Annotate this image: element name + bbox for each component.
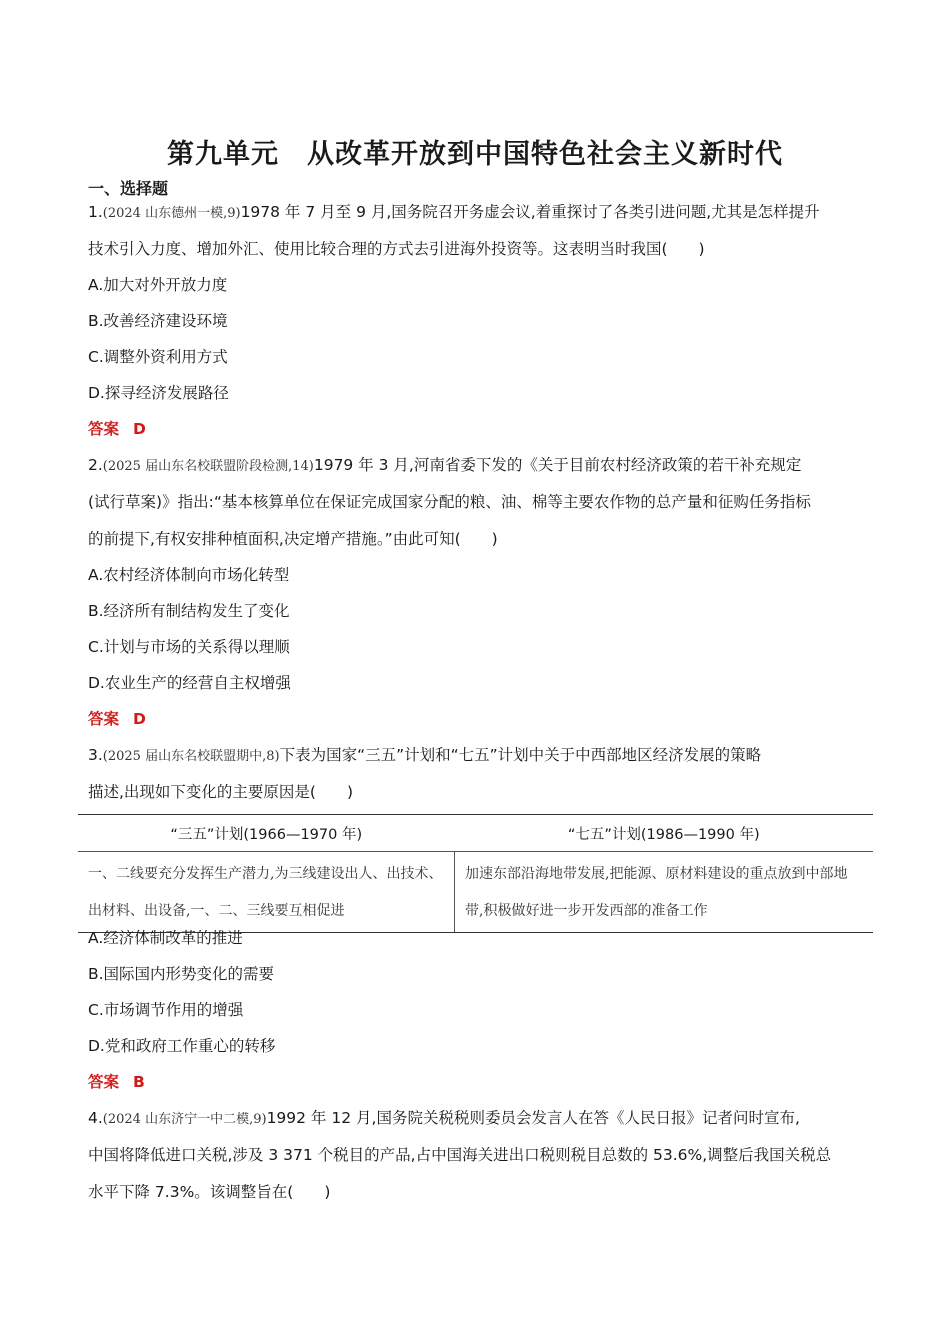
option-a: A.加大对外开放力度 — [88, 276, 228, 294]
option-d: D.探寻经济发展路径 — [88, 384, 229, 402]
answer-label: 答案 — [88, 420, 120, 438]
question-number: 2. — [88, 456, 103, 474]
question-4-stem-line-3: 水平下降 7.3%。该调整旨在( ) — [88, 1183, 331, 1201]
option-b: B.经济所有制结构发生了变化 — [88, 602, 290, 620]
answer-value: D — [133, 420, 146, 438]
question-stem: 1978 年 7 月至 9 月,国务院召开务虚会议,着重探讨了各类引进问题,尤其是怎样提升 — [240, 203, 820, 221]
answer-label: 答案 — [88, 1073, 120, 1091]
option-a: A.经济体制改革的推进 — [88, 929, 243, 947]
question-4-stem-line-2: 中国将降低进口关税,涉及 3 371 个税目的产品,占中国海关进出口税则税目总数的 53.6%,调整后我国关税总 — [88, 1146, 832, 1164]
question-number: 1. — [88, 203, 103, 221]
question-3-stem-line-1 — [88, 743, 761, 769]
question-2-stem-line-1 — [88, 453, 801, 479]
answer-1 — [88, 417, 146, 441]
answer-label: 答案 — [88, 710, 120, 728]
question-1-stem-line-1 — [88, 200, 820, 226]
option-c: C.计划与市场的关系得以理顺 — [88, 638, 290, 656]
question-4-stem-line-1 — [88, 1106, 800, 1132]
table-header-row — [78, 815, 873, 852]
table-header-cell: “七五”计划(1986—1990 年) — [455, 815, 874, 852]
question-stem: 下表为国家“三五”计划和“七五”计划中关于中西部地区经济发展的策略 — [279, 746, 762, 764]
page-title: 第九单元 从改革开放到中国特色社会主义新时代 — [167, 139, 783, 170]
answer-3 — [88, 1070, 145, 1094]
question-number: 4. — [88, 1109, 103, 1127]
option-d: D.党和政府工作重心的转移 — [88, 1037, 276, 1055]
table-cell: 一、二线要充分发挥生产潜力,为三线建设出人、出技术、出材料、出设备,一、二、三线要互相促进 — [78, 852, 455, 933]
question-source: (2024 山东济宁一中二模,9) — [102, 1112, 267, 1127]
answer-value: B — [133, 1073, 145, 1091]
question-stem: 1979 年 3 月,河南省委下发的《关于目前农村经济政策的若干补充规定 — [313, 456, 802, 474]
section-heading: 一、选择题 — [88, 179, 169, 198]
option-c: C.调整外资利用方式 — [88, 348, 228, 366]
answer-2 — [88, 707, 146, 731]
option-a: A.农村经济体制向市场化转型 — [88, 566, 290, 584]
question-1-stem-line-2: 技术引入力度、增加外汇、使用比较合理的方式去引进海外投资等。这表明当时我国( ) — [88, 240, 705, 258]
question-2-stem-line-3: 的前提下,有权安排种植面积,决定增产措施。”由此可知( ) — [88, 530, 498, 548]
table-header-cell: “三五”计划(1966—1970 年) — [78, 815, 455, 852]
option-b: B.改善经济建设环境 — [88, 312, 228, 330]
answer-value: D — [133, 710, 146, 728]
option-c: C.市场调节作用的增强 — [88, 1001, 244, 1019]
option-d: D.农业生产的经营自主权增强 — [88, 674, 291, 692]
question-stem: 1992 年 12 月,国务院关税税则委员会发言人在答《人民日报》记者问时宣布, — [266, 1109, 800, 1127]
plan-comparison-table — [78, 814, 873, 933]
question-number: 3. — [88, 746, 103, 764]
question-source: (2025 届山东名校联盟期中,8) — [102, 749, 280, 764]
question-2-stem-line-2: (试行草案)》指出:“基本核算单位在保证完成国家分配的粮、油、棉等主要农作物的总产量和征购任务指标 — [88, 493, 811, 511]
question-source: (2025 届山东名校联盟阶段检测,14) — [102, 459, 314, 474]
question-3-stem-line-2: 描述,出现如下变化的主要原因是( ) — [88, 783, 354, 801]
table-row — [78, 852, 873, 933]
table-cell: 加速东部沿海地带发展,把能源、原材料建设的重点放到中部地带,积极做好进一步开发西部的准备工作 — [455, 852, 874, 933]
question-source: (2024 山东德州一模,9) — [102, 206, 241, 221]
option-b: B.国际国内形势变化的需要 — [88, 965, 275, 983]
